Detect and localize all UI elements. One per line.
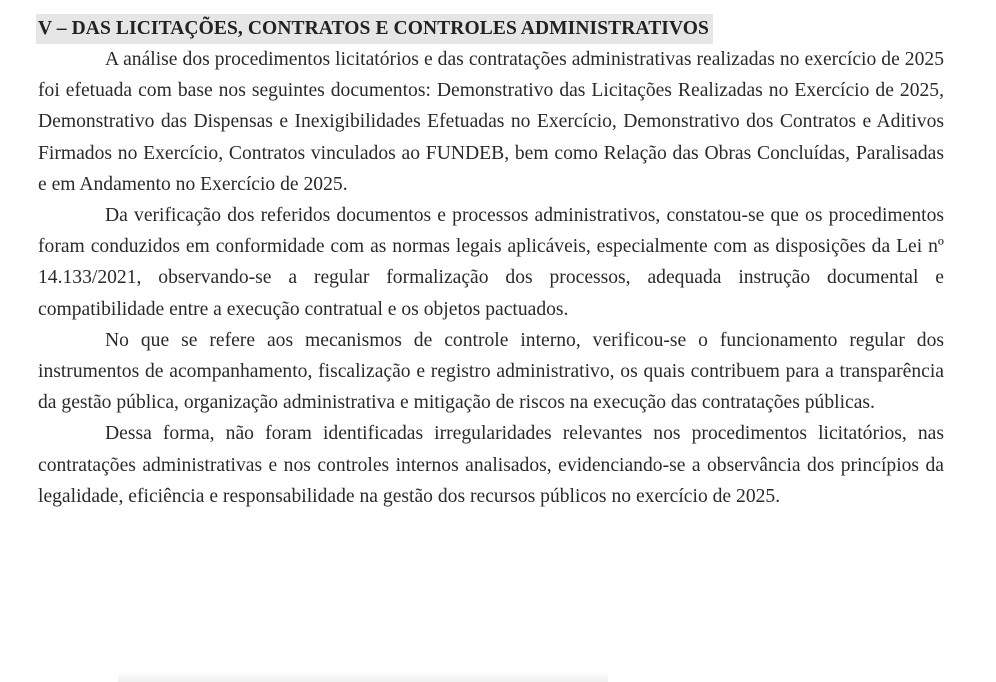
document-page: [38, 14, 944, 512]
paragraph-documents-analyzed: A análise dos procedimentos licitatórios e das contratações administrativas realizadas no exercício de 2025 foi efetuada com base nos seguintes documentos: Demonstrativo das Licitações Realizadas no Exercício de 2025, Demonstrativo das Dispensas e Inexigibilidades Efetuadas no Exercício, Demonstrativo dos Contratos e Aditivos Firmados no Exercício, Contratos vinculados ao FUNDEB, bem como Relação das Obras Concluídas, Paralisadas e em Andamento no Exercício de 2025.: [38, 49, 944, 195]
section-heading: V – DAS LICITAÇÕES, CONTRATOS E CONTROLES ADMINISTRATIVOS: [36, 14, 713, 44]
paragraph-verification-findings: Da verificação dos referidos documentos e processos administrativos, constatou-se que os procedimentos foram conduzidos em conformidade com as normas legais aplicáveis, especialmente com as disposições da Lei nº 14.133/2021, observando-se a regular formalização dos processos, adequada instrução documental e compatibilidade entre a execução contratual e os objetos pactuados.: [38, 205, 944, 320]
paragraph-conclusion: Dessa forma, não foram identificadas irregularidades relevantes nos procedimentos licitatórios, nas contratações administrativas e nos controles internos analisados, evidenciando-se a observância dos princípios da legalidade, eficiência e responsabilidade na gestão dos recursos públicos no exercício de 2025.: [38, 423, 944, 507]
cropped-next-line-shadow: [118, 672, 608, 682]
paragraph-internal-control: No que se refere aos mecanismos de controle interno, verificou-se o funcionamento regular dos instrumentos de acompanhamento, fiscalização e registro administrativo, os quais contribuem para a transparência da gestão pública, organização administrativa e mitigação de riscos na execução das contratações públicas.: [38, 329, 944, 414]
